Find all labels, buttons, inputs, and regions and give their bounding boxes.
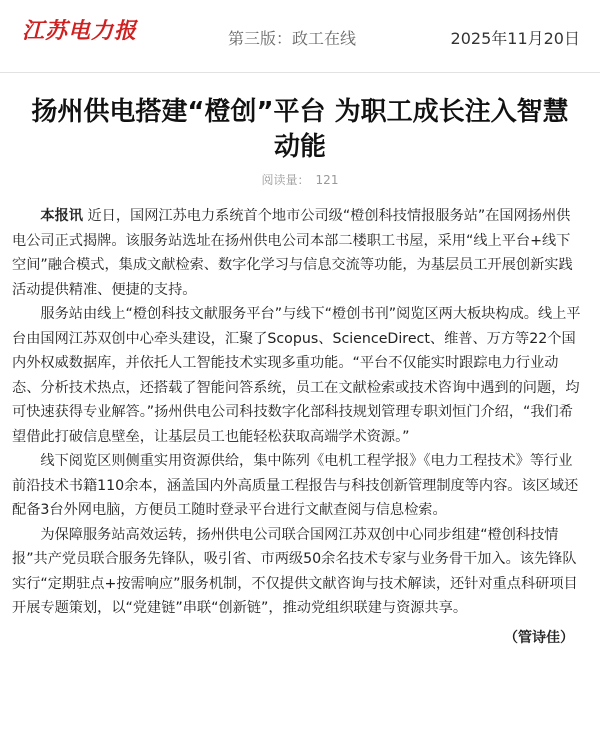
read-count-value: 121 — [315, 173, 339, 187]
paragraph-1 — [12, 204, 582, 302]
article-body — [12, 204, 582, 621]
edition-label[interactable]: 第三版：政工在线 — [228, 29, 357, 48]
read-count-label: 阅读量： — [261, 173, 310, 187]
page-header — [0, 0, 600, 73]
lead-tag: 本报讯 — [40, 208, 83, 224]
article-title: 扬州供电搭建“橙创”平台 为职工成长注入智慧动能 — [31, 97, 569, 162]
newspaper-logo: 江苏电力报 — [22, 18, 138, 44]
paragraph-4: 为保障服务站高效运转，扬州供电公司联合国网江苏双创中心同步组建“橙创科技情报”共产党员联合服务先锋队，吸引省、市两级50余名技术专家与业务骨干加入。该先锋队实行“定期驻点+按需响应”服务机制，不仅提供文献咨询与技术解读，还针对重点科研项目开展专题策划，以“党建链”串联“创新链”，推动党组织联建与资源共享。 — [12, 526, 578, 616]
paragraph-2: 服务站由线上“橙创科技文献服务平台”与线下“橙创书刊”阅览区两大板块构成。线上平台由国网江苏双创中心牵头建设，汇聚了Scopus、ScienceDirect、维普、万方等22个国内外权威数据库，并依托人工智能技术实现多重功能。“平台不仅能实时跟踪电力行业动态、分析技术热点，还搭载了智能问答系统，员工在文献检索或技术咨询中遇到的问题，均可快速获得专业解答。”扬州供电公司科技数字化部科技规划管理专职刘恒门介绍，“我们希望借此打破信息壁垒，让基层员工也能轻松获取高端学术资源。” — [12, 306, 581, 445]
author-byline: （管诗佳） — [504, 629, 574, 646]
read-count — [0, 171, 600, 188]
publish-date: 2025年11月20日 — [450, 29, 580, 48]
paragraph-3: 线下阅览区则侧重实用资源供给，集中陈列《电机工程学报》《电力工程技术》等行业前沿技术书籍110余本，涵盖国内外高质量工程报告与科技创新管理制度等内容。该区域还配备3台外网电脑，方便员工随时登录平台进行文献查阅与信息检索。 — [12, 453, 579, 518]
paragraph-1-text: 近日，国网江苏电力系统首个地市公司级“橙创科技情报服务站”在国网扬州供电公司正式揭牌。该服务站选址在扬州供电公司本部二楼职工书屋，采用“线上平台+线下空间”融合模式，集成文献检索、数字化学习与信息交流等功能，为基层员工开展创新实践活动提供精准、便捷的支持。 — [12, 208, 573, 298]
